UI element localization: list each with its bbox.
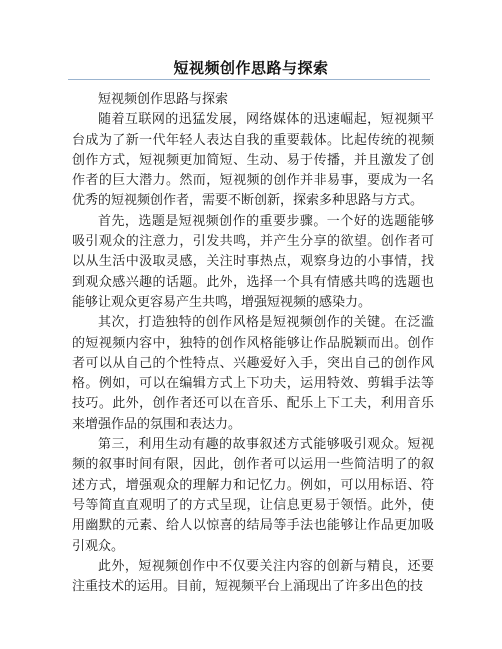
paragraph: 随着互联网的迅猛发展，网络媒体的迅速崛起，短视频平台成为了新一代年轻人表达自我的重要载体。比起传统的视频创作方式，短视频更加简短、生动、易于传播，并且激发了创作者的巨大潜力。然而，短视频的创作并非易事，要成为一名优秀的短视频创作者，需要不断创新，探索多种思路与方式。 [72,112,434,209]
paragraph: 第三，利用生动有趣的故事叙述方式能够吸引观众。短视频的叙事时间有限，因此，创作者可以运用一些简洁明了的叙述方式，增强观众的理解力和记忆力。例如，可以用标语、符号等简直直观明了的方式呈现，让信息更易于领悟。此外，使用幽默的元素、给人以惊喜的结局等手法也能够让作品更加吸引观众。 [72,437,434,554]
paragraph: 首先，选题是短视频创作的重要步骤。一个好的选题能够吸引观众的注意力，引发共鸣，并产生分享的欲望。创作者可以从生活中汲取灵感，关注时事热点，观察身边的小事情，找到观众感兴趣的话题。此外，选择一个具有情感共鸣的选题也能够让观众更容易产生共鸣，增强短视频的感染力。 [72,213,434,310]
paragraph: 此外，短视频创作中不仅要关注内容的创新与精良，还要注重技术的运用。目前，短视频平台上涌现出了许多出色的技 [72,558,434,595]
document-title: 短视频创作思路与探索 [173,59,329,77]
title-divider [68,79,430,80]
document-body [72,90,434,597]
paragraph: 其次，打造独特的创作风格是短视频创作的关键。在泛滥的短视频内容中，独特的创作风格能够让作品脱颖而出。创作者可以从自己的个性特点、兴趣爱好入手，突出自己的创作风格。例如，可以在编辑方式上下功夫，运用特效、剪辑手法等技巧。此外，创作者还可以在音乐、配乐上下工夫，利用音乐来增强作品的氛围和表达力。 [72,315,434,432]
paragraph: 短视频创作思路与探索 [98,92,229,107]
